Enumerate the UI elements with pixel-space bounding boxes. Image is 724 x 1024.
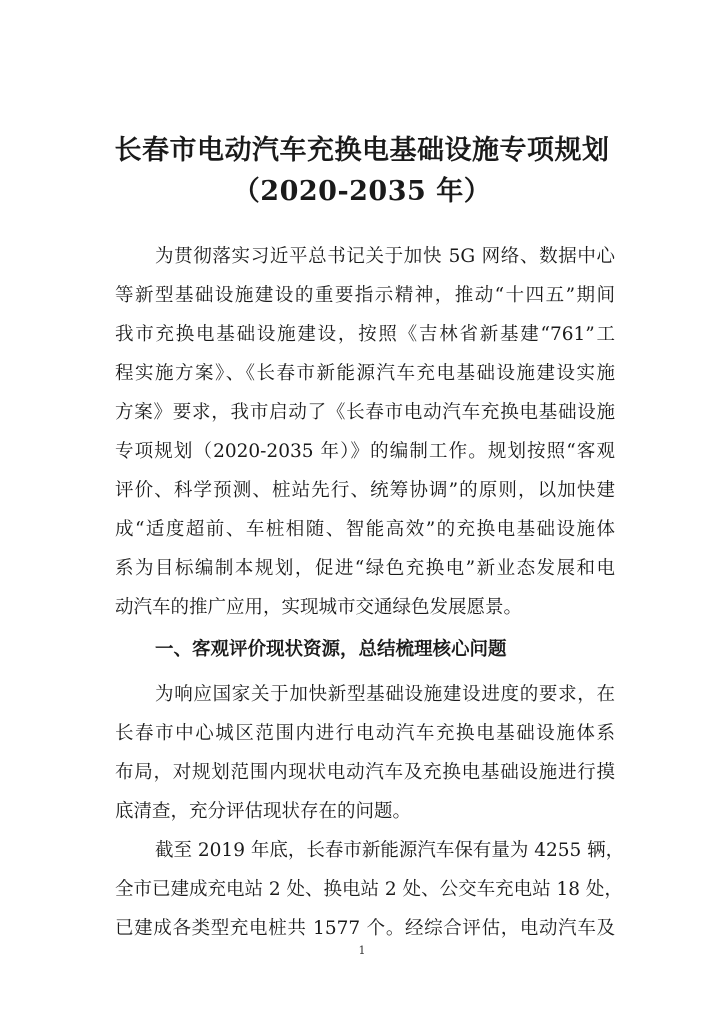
paragraph-line: 已建成各类型充电桩共 1577 个。经综合评估，电动汽车及 — [115, 918, 615, 939]
paragraph-line: 全市已建成充电站 2 处、换电站 2 处、公交车充电站 18 处， — [115, 879, 623, 900]
paragraph-line: 我市充换电基础设施建设，按照《吉林省新基建“761”工 — [115, 324, 615, 345]
section-heading: 一、客观评价现状资源，总结梳理核心问题 — [155, 639, 507, 660]
paragraph-line: 成“适度超前、车桩相随、智能高效”的充换电基础设施体 — [115, 519, 615, 540]
document-title: 长春市电动汽车充换电基础设施专项规划 — [114, 135, 610, 166]
paragraph-line: 评价、科学预测、桩站先行、统筹协调”的原则，以加快建 — [115, 480, 615, 501]
paragraph-line: 方案》要求，我市启动了《长春市电动汽车充换电基础设施 — [115, 402, 615, 423]
paragraph-line: 为贯彻落实习近平总书记关于加快 5G 网络、数据中心 — [155, 246, 615, 267]
paragraph-line: 程实施方案》、《长春市新能源汽车充电基础设施建设实施 — [115, 363, 615, 384]
paragraph-line: 截至 2019 年底，长春市新能源汽车保有量为 4255 辆， — [155, 840, 625, 861]
paragraph-line: 系为目标编制本规划，促进“绿色充换电”新业态发展和电 — [115, 558, 615, 579]
document-subtitle: （2020-2035 年） — [232, 176, 492, 207]
paragraph-line: 等新型基础设施建设的重要指示精神，推动“十四五”期间 — [115, 285, 615, 306]
paragraph-line: 动汽车的推广应用，实现城市交通绿色发展愿景。 — [115, 597, 523, 618]
paragraph-line: 专项规划（2020-2035 年）》的编制工作。规划按照“客观 — [115, 441, 615, 462]
paragraph-line: 底清查，充分评估现状存在的问题。 — [115, 801, 412, 822]
paragraph-line: 长春市中心城区范围内进行电动汽车充换电基础设施体系 — [115, 723, 615, 744]
page-number: 1 — [358, 944, 366, 957]
paragraph-line: 布局，对规划范围内现状电动汽车及充换电基础设施进行摸 — [115, 762, 615, 783]
paragraph-line: 为响应国家关于加快新型基础设施建设进度的要求，在 — [155, 684, 615, 705]
